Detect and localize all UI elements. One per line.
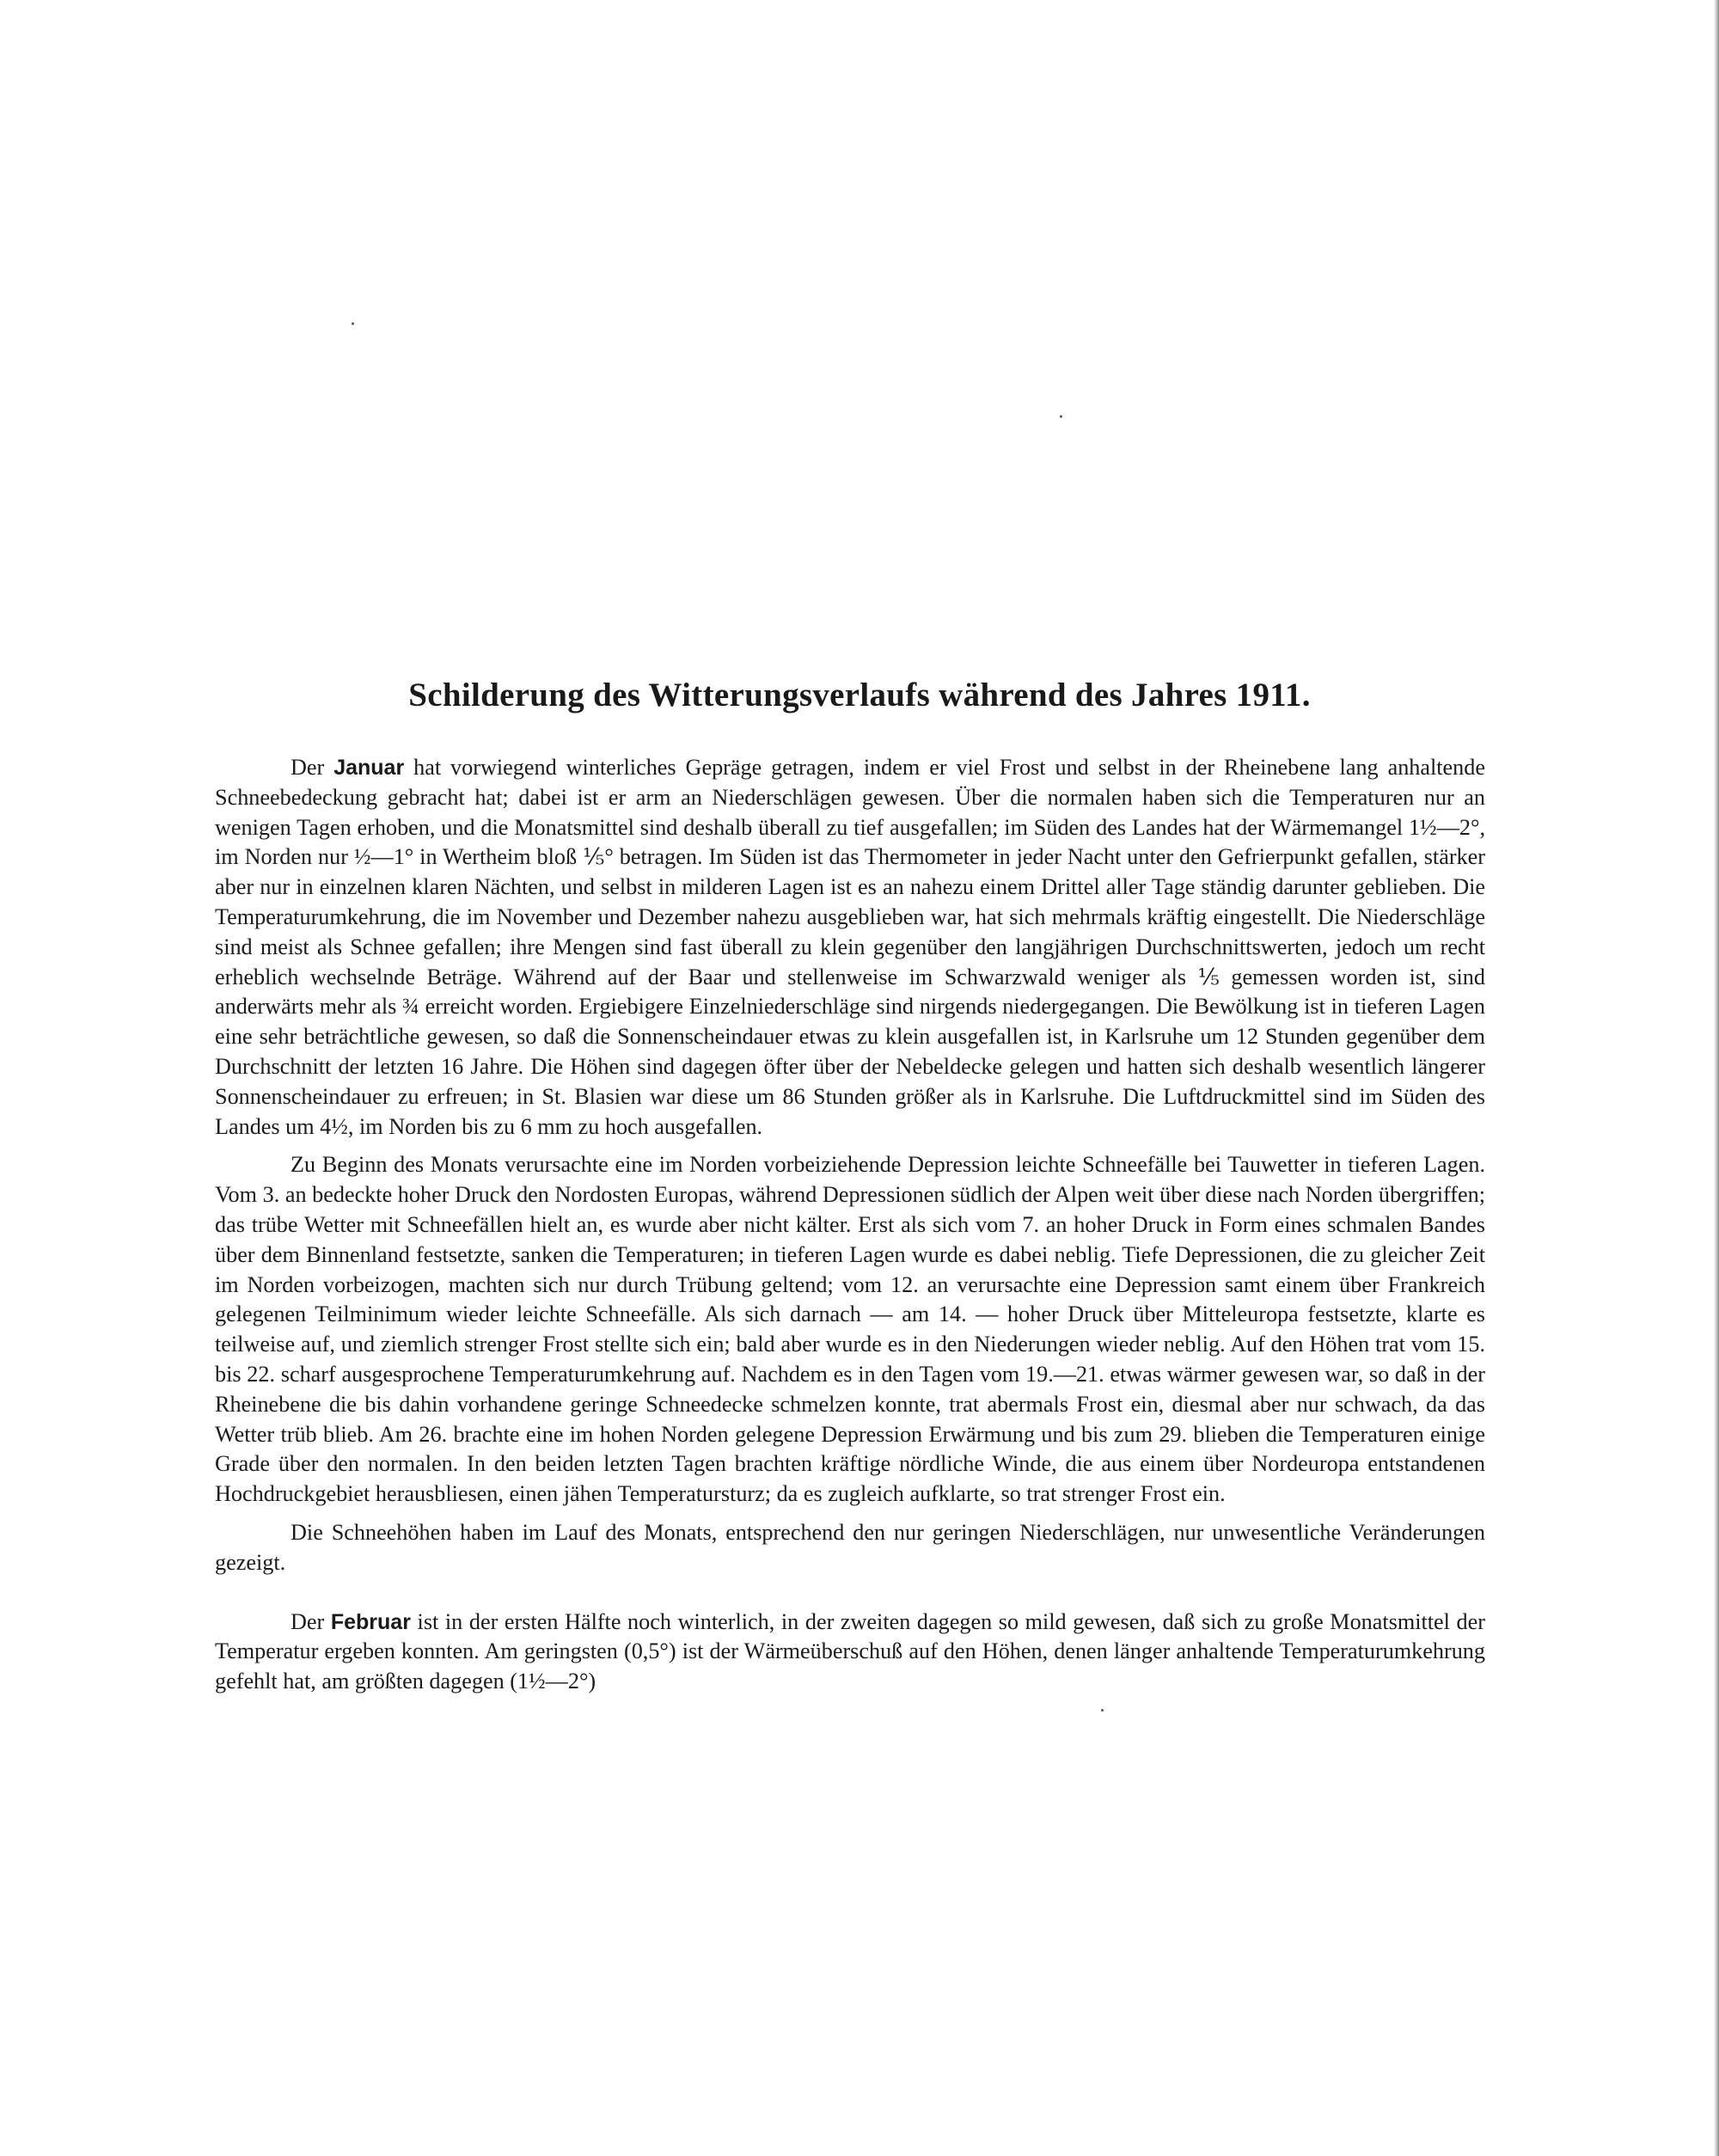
scan-edge <box>1714 0 1719 2156</box>
scan-speck <box>1101 1709 1104 1712</box>
paragraph-lead: Der <box>291 1608 331 1634</box>
paragraph-januar-schneehoehen <box>215 1518 1485 1578</box>
paragraph-januar-verlauf <box>215 1150 1485 1510</box>
paragraph-januar <box>215 753 1485 1142</box>
scan-speck <box>1060 415 1062 418</box>
paragraph-text: ist in der ersten Hälfte noch winterlich, in der zweiten dagegen so mild gewesen, daß sich zu große Monatsmittel der Temperatur ergeben konnten. Am geringsten (0,5°) ist der Wärmeüberschuß auf den Höhen, denen länger anhaltende Temperaturumkehrung gefehlt hat, am größten dagegen (1½—2°) <box>215 1608 1485 1694</box>
scan-speck <box>352 322 354 325</box>
paragraph-text: Zu Beginn des Monats verursachte eine im Norden vorbeiziehende Depression leichte Schneefälle bei Tauwetter in tieferen Lagen. Vom 3. an bedeckte hoher Druck den Nordosten Europas, während Depressionen südlich der Alpen weit über diese nach Norden übergriffen; das trübe Wetter mit Schneefällen hielt an, es wurde aber nicht kälter. Erst als sich vom 7. an hoher Druck in Form eines schmalen Bandes über dem Binnenland festsetzte, sanken die Temperaturen; in tieferen Lagen wurde es dabei neblig. Tiefe Depressionen, die zu gleicher Zeit im Norden vorbeizogen, machten sich nur durch Trübung geltend; vom 12. an verursachte eine Depression samt einem über Frankreich gelegenen Teilminimum wieder leichte Schneefälle. Als sich darnach — am 14. — hoher Druck über Mitteleuropa festsetzte, klarte es teilweise auf, und ziemlich strenger Frost stellte sich ein; bald aber wurde es in den Niederungen wieder neblig. Auf den Höhen trat vom 15. bis 22. scharf ausgesprochene Temperaturumkehrung auf. Nachdem es in den Tagen vom 19.—21. etwas wärmer gewesen war, so daß in der Rheinebene die bis dahin vorhandene geringe Schneedecke schmelzen konnte, trat abermals Frost ein, diesmal aber nur schwach, da das Wetter trüb blieb. Am 26. brachte eine im hohen Norden gelegene Depression Erwärmung und bis zum 29. blieben die Temperaturen einige Grade über den normalen. In den beiden letzten Tagen brachten kräftige nördliche Winde, die aus einem über Nordeuropa entstandenen Hochdruckgebiet herausbliesen, einen jähen Temperatursturz; da es zugleich aufklarte, so trat strenger Frost ein. <box>215 1152 1485 1507</box>
body-text <box>215 753 1485 1697</box>
paragraph-text: hat vorwiegend winterliches Gepräge getragen, indem er viel Frost und selbst in der Rheinebene lang anhaltende Schneebedeckung gebracht hat; dabei ist er arm an Niederschlägen gewesen. Über die normalen haben sich die Temperaturen nur an wenigen Tagen erhoben, und die Monatsmittel sind deshalb überall zu tief ausgefallen; im Süden des Landes hat der Wärmemangel 1½—2°, im Norden nur ½—1° in Wertheim bloß ⅕° betragen. Im Süden ist das Thermometer in jeder Nacht unter den Gefrierpunkt gefallen, stärker aber nur in einzelnen klaren Nächten, und selbst in milderen Lagen ist es an nahezu einem Drittel aller Tage ständig darunter geblieben. Die Temperaturumkehrung, die im November und Dezember nahezu ausgeblieben war, hat sich mehrmals kräftig eingestellt. Die Niederschläge sind meist als Schnee gefallen; ihre Mengen sind fast überall zu klein gegenüber den langjährigen Durchschnittswerten, jedoch um recht erheblich wechselnde Beträge. Während auf der Baar und stellenweise im Schwarzwald weniger als ⅕ gemessen worden ist, sind anderwärts mehr als ¾ erreicht worden. Ergiebigere Einzelniederschläge sind nirgends niedergegangen. Die Bewölkung ist in tieferen Lagen eine sehr beträchtliche gewesen, so daß die Sonnenscheindauer etwas zu klein ausgefallen ist, in Karlsruhe um 12 Stunden gegenüber dem Durchschnitt der letzten 16 Jahre. Die Höhen sind dagegen öfter über der Nebeldecke gelegen und hatten sich deshalb wesentlich längerer Sonnenscheindauer zu erfreuen; in St. Blasien war diese um 86 Stunden größer als in Karlsruhe. Die Luftdruckmittel sind im Süden des Landes um 4½, im Norden bis zu 6 mm zu hoch ausgefallen. <box>215 755 1485 1139</box>
month-heading-februar: Februar <box>330 1609 411 1634</box>
paragraph-lead: Der <box>291 755 334 780</box>
page-title: Schilderung des Witterungsverlaufs während des Jahres 1911. <box>408 677 1311 714</box>
paragraph-text: Die Schneehöhen haben im Lauf des Monats, entsprechend den nur geringen Niederschlägen, nur unwesentliche Veränderungen gezeigt. <box>215 1519 1485 1575</box>
month-heading-januar: Januar <box>333 756 405 780</box>
paragraph-februar <box>215 1608 1485 1697</box>
